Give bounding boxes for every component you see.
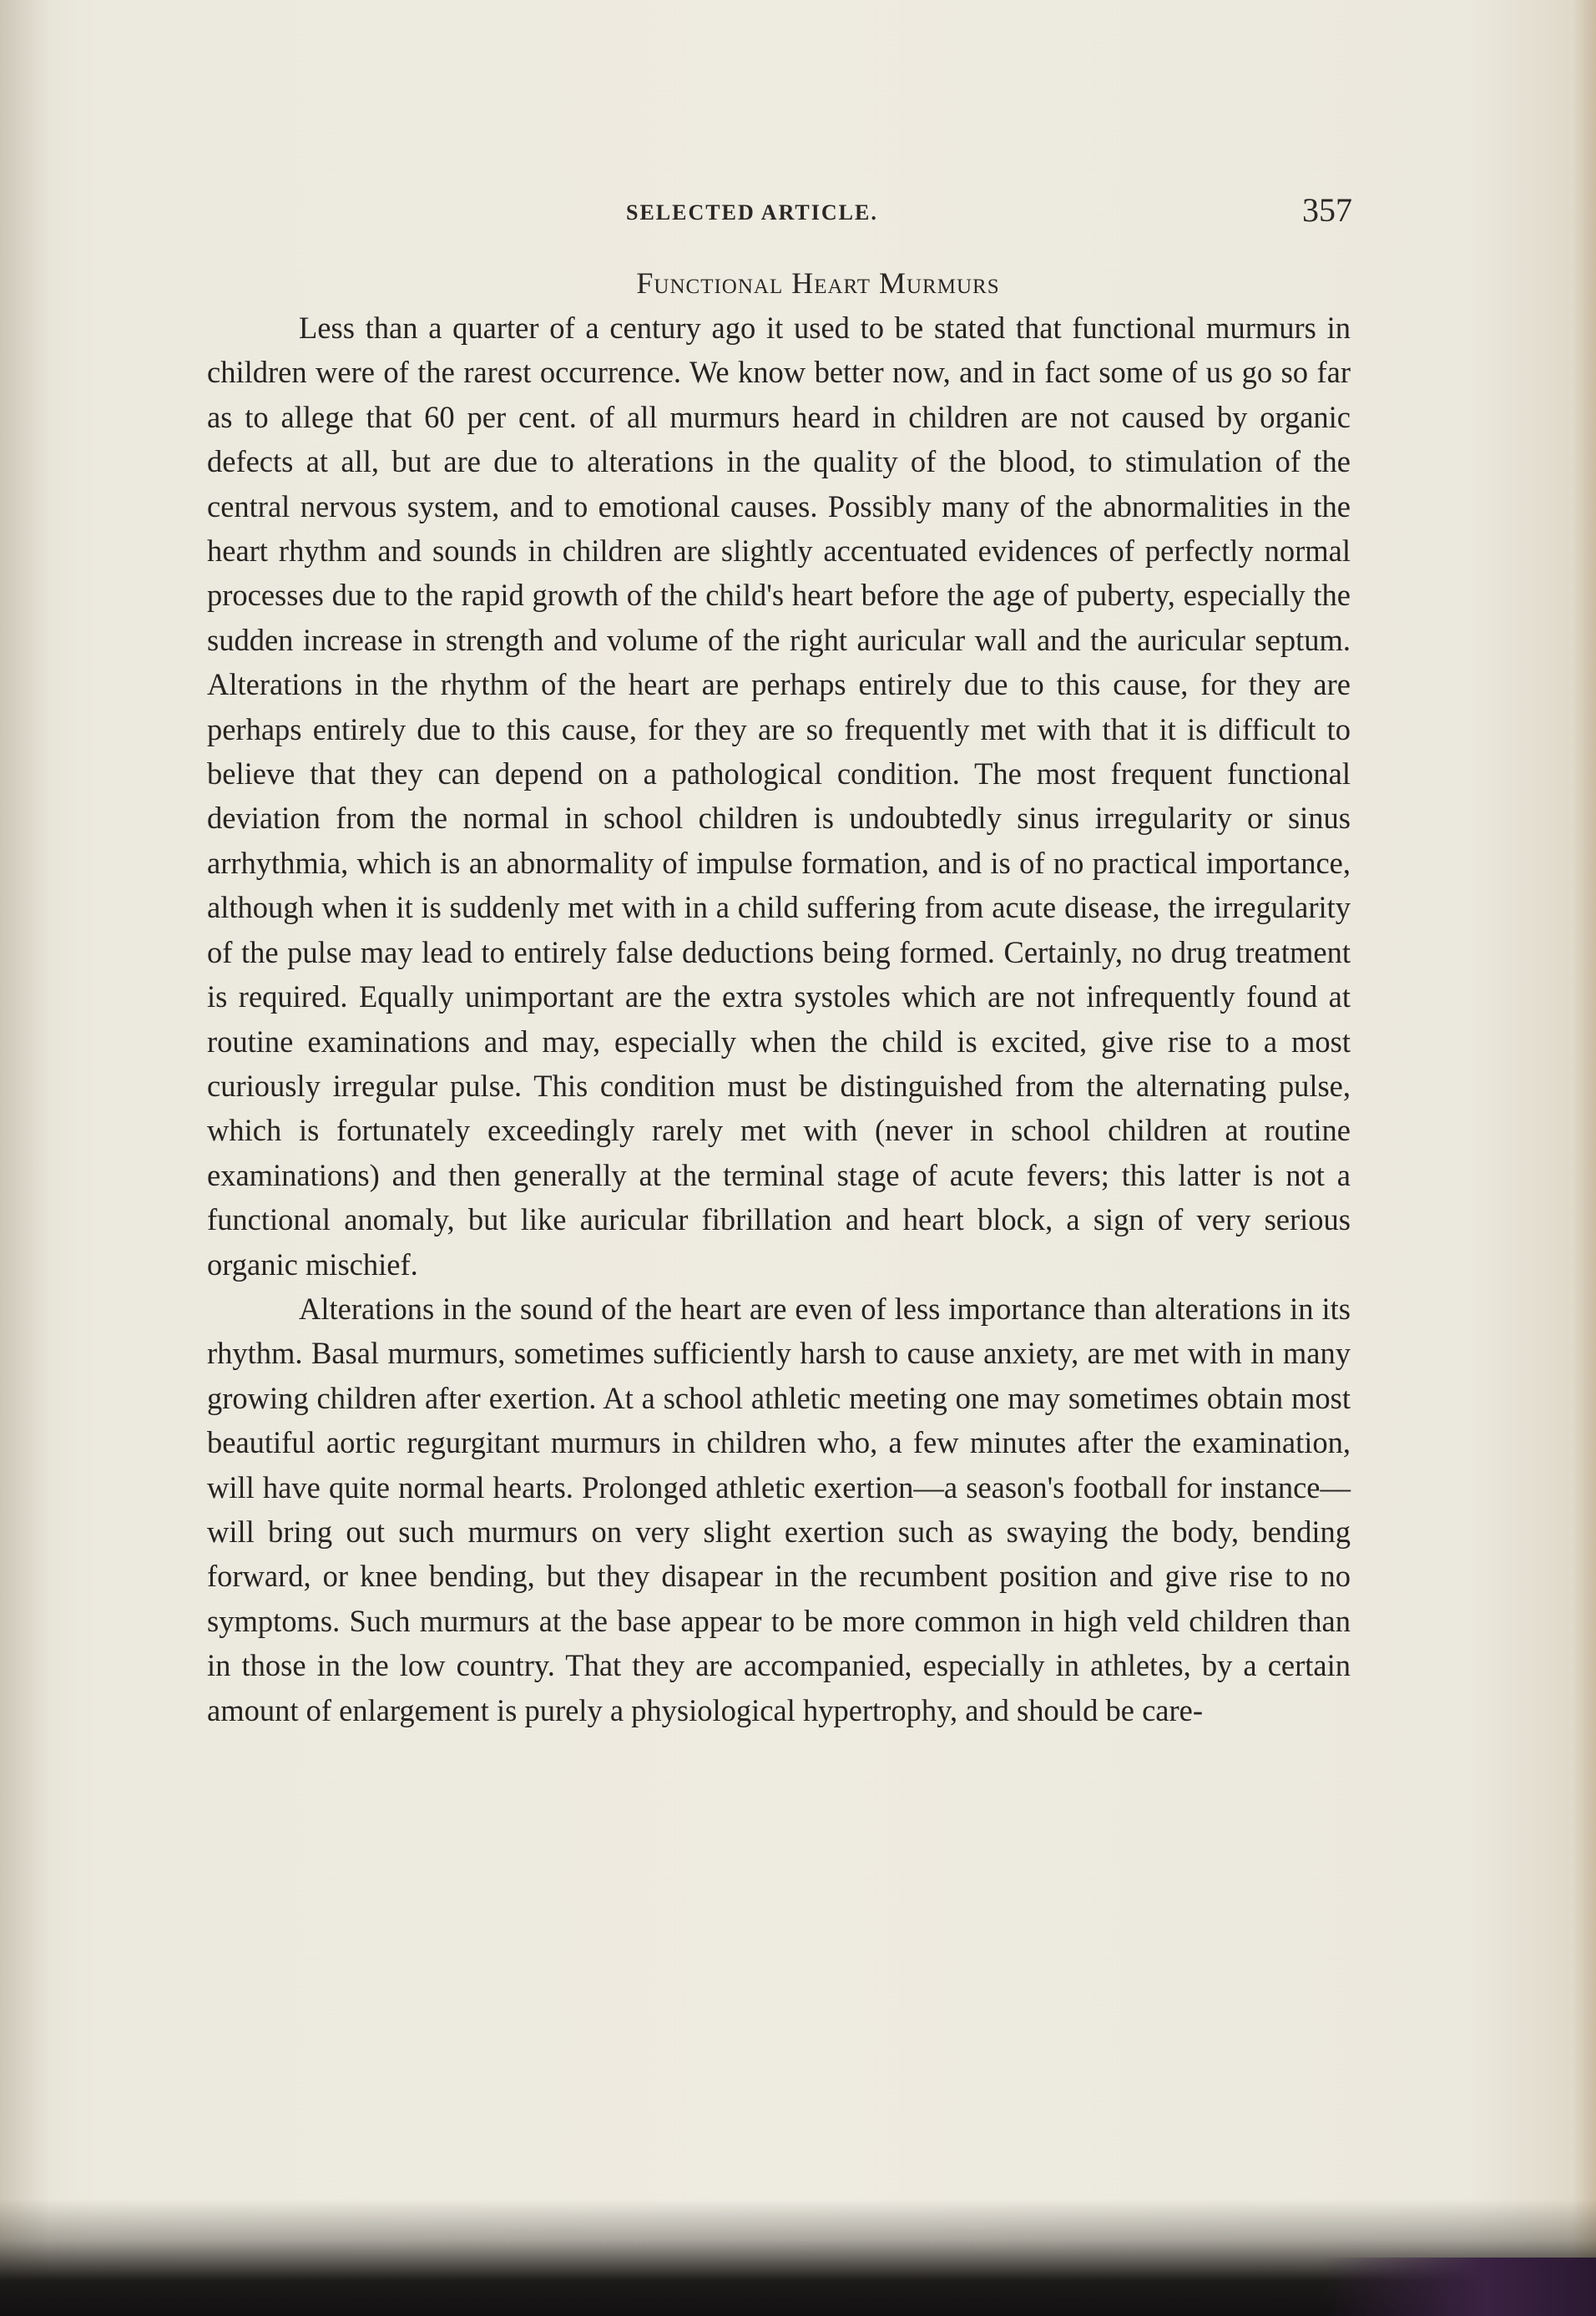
book-cover-corner (1321, 2258, 1596, 2316)
article-body (207, 306, 1351, 1732)
running-head (284, 190, 1352, 240)
paragraph-1: Less than a quarter of a century ago it used to be stated that functional murmurs in children were of the rarest occurrence. We know better now, and in fact some of us go so far as to allege that 60 per cent. of all murmurs heard in children are not caused by organic defects at all, but are due to alterations in the quality of the blood, to stimulation of the central nervous system, and to emotional causes. Possibly many of the abnormalities in the heart rhythm and sounds in children are slightly accentuated evidences of perfectly normal processes due to the rapid growth of the child's heart before the age of puberty, especially the sudden increase in strength and volume of the right auricular wall and the auricular septum. Alterations in the rhythm of the heart are perhaps entirely due to this cause, for they are perhaps entirely due to this cause, for they are so frequently met with that it is difficult to believe that they can depend on a pathological condition. The most frequent functional deviation from the normal in school children is undoubtedly sinus irregularity or sinus arrhythmia, which is an abnormality of impulse formation, and is of no practical importance, although when it is suddenly met with in a child suffering from acute disease, the irregularity of the pulse may lead to entirely false deductions being formed. Certainly, no drug treatment is required. Equally unimportant are the extra systoles which are not infrequently found at routine examinations and may, especially when the child is excited, give rise to a most curiously irregular pulse. This condition must be distinguished from the alternating pulse, which is fortunately exceedingly rarely met with (never in school children at routine examinations) and then generally at the terminal stage of acute fevers; this latter is not a functional anomaly, but like auricular fibrillation and heart block, a sign of very serious organic mischief. (207, 311, 1351, 1282)
section-title: Functional Heart Murmurs (636, 266, 1000, 300)
page-gutter-shadow (0, 0, 50, 2316)
page-number: 357 (1302, 191, 1352, 229)
page-edge-discoloration (1573, 0, 1596, 2316)
running-head-title: SELECTED ARTICLE. (626, 200, 878, 225)
paragraph-2: Alterations in the sound of the heart are even of less importance than alterations in its rhythm. Basal murmurs, sometimes sufficiently harsh to cause anxiety, are met with in many growing children after exertion. At a school athletic meeting one may sometimes obtain most beautiful aortic regurgitant murmurs in children who, a few minutes after the examination, will have quite normal hearts. Prolonged athletic exertion—a season's football for instance—will bring out such murmurs on very slight exertion such as swaying the body, bending forward, or knee bending, but they disapear in the recumbent position and give rise to no symptoms. Such murmurs at the base appear to be more common in high veld children than in those in the low country. That they are accompanied, especially in athletes, by a certain amount of enlargement is purely a physiological hypertrophy, and should be care- (207, 1291, 1351, 1727)
